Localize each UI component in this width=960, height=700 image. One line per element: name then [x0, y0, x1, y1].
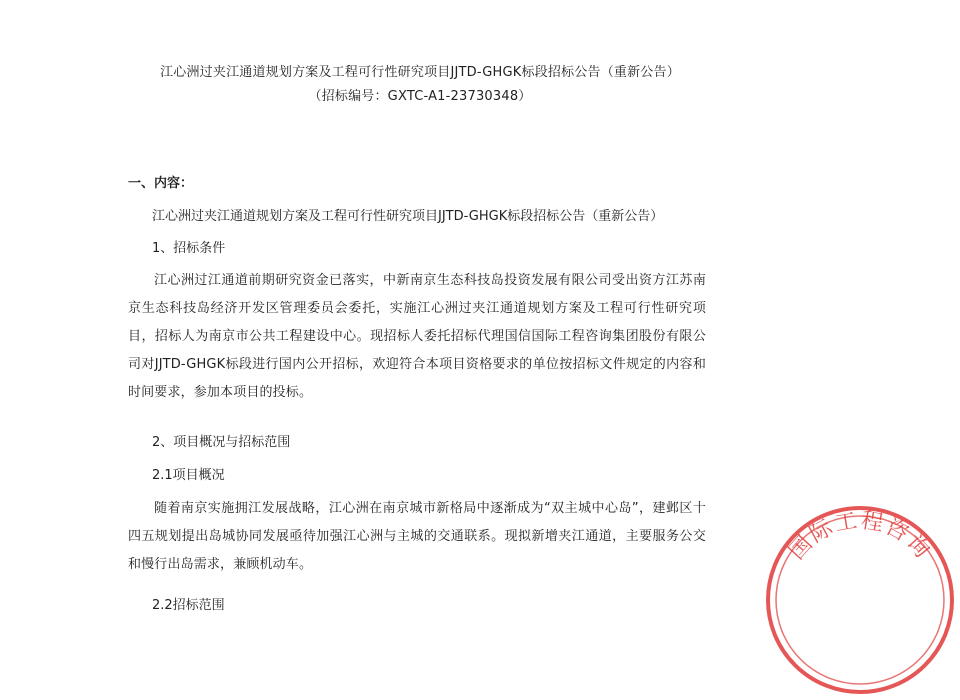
- company-seal: [760, 500, 960, 700]
- overview-heading: 2、项目概况与招标范围: [152, 435, 291, 450]
- conditions-heading: 1、招标条件: [152, 241, 226, 256]
- conditions-paragraph: 江心洲过江通道前期研究资金已落实，中新南京生态科技岛投资发展有限公司受出资方江苏南京生态科技岛经济开发区管理委员会委托，实施江心洲过夹江通道规划方案及工程可行性研究项目，招标人为南京市公共工程建设中心。现招标人委托招标代理国信国际工程咨询集团股份有限公司对JJTD-GHGK标段进行国内公开招标，欢迎符合本项目资格要求的单位按招标文件规定的内容和时间要求，参加本项目的投标。: [128, 273, 706, 400]
- scope-sub-heading: 2.2招标范围: [152, 598, 225, 613]
- section-subtitle: 江心洲过夹江通道规划方案及工程可行性研究项目JJTD-GHGK标段招标公告（重新公告）: [152, 209, 664, 224]
- section-heading-content: 一、内容：: [128, 176, 194, 191]
- overview-paragraph: 随着南京实施拥江发展战略，江心洲在南京城市新格局中逐渐成为“双主城中心岛”，建邺区十四五规划提出岛城协同发展亟待加强江心洲与主城的交通联系。现拟新增夹江通道，主要服务公交和慢行出岛需求，兼顾机动车。: [128, 501, 706, 572]
- overview-sub-heading: 2.1项目概况: [152, 468, 225, 483]
- tender-number: （招标编号：GXTC-A1-23730348）: [308, 89, 532, 104]
- svg-text:国际工程咨询: 国际工程咨询: [784, 508, 936, 565]
- announcement-title: 江心洲过夹江通道规划方案及工程可行性研究项目JJTD-GHGK标段招标公告（重新公告）: [160, 65, 680, 80]
